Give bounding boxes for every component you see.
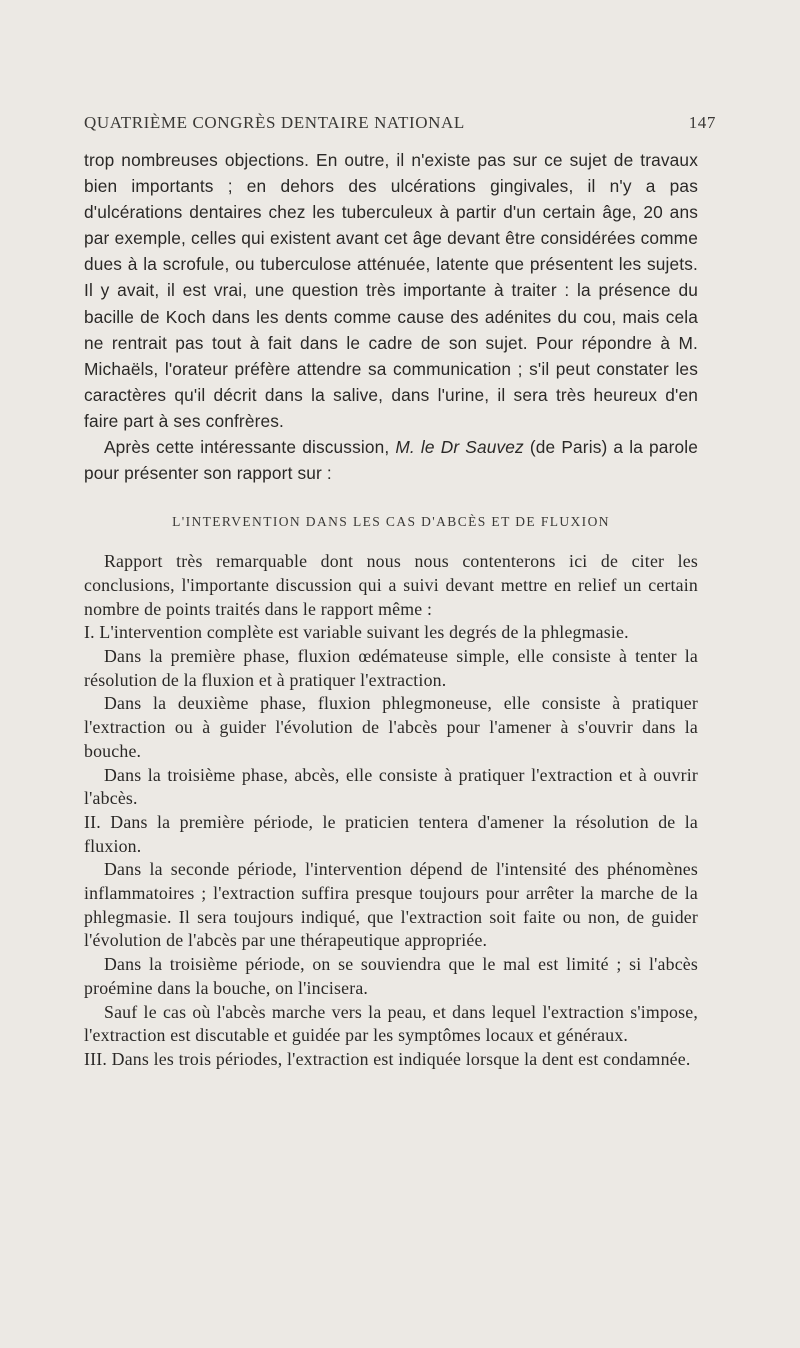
paragraph: trop nombreuses objections. En outre, il n'existe pas sur ce sujet de travaux bien importants ; en dehors des ulcérations gingivales, il n'y a pas d'ulcérations dentaires chez les tuberculeux à partir d'un certain âge, 20 ans par exemple, celles qui existent avant cet âge devant être considérées comme dues à la scrofule, ou tuberculose atténuée, latente que présentent les sujets. Il y avait, il est vrai, une question très importante à traiter : la présence du bacille de Koch dans les dents comme cause des adénites du cou, mais cela ne rentrait pas tout à fait dans le cadre de son sujet. Pour répondre à M. Michaëls, l'orateur préfère attendre sa communication ; s'il peut constater les caractères qu'il décrit dans la salive, dans l'urine, il sera très heureux d'en faire part à ses confrères. [84,150,698,431]
paragraph: II. Dans la première période, le praticien tentera d'amener la résolution de la fluxion. [84,811,698,856]
intro-text-end: (de Paris) a la parole pour présenter son rapport sur : [84,437,698,484]
paragraph: Rapport très remarquable dont nous nous contenterons ici de citer les conclusions, l'importante discussion qui a suivi devant mettre en relief un certain nombre de points traités dans le rapport même : [84,551,698,619]
intro-text: Après cette intéressante discussion, [104,437,396,458]
paragraph: Dans la première phase, fluxion œdémateuse simple, elle consiste à tenter la résolution de la fluxion et à pratiquer l'extraction. [84,646,698,690]
paragraph: III. Dans les trois périodes, l'extraction est indiquée lorsque la dent est condamnée. [84,1048,691,1069]
speaker-name: M. le Dr Sauvez [395,437,524,458]
report-section [84,550,698,1071]
paragraph: Dans la troisième phase, abcès, elle consiste à pratiquer l'extraction et à ouvrir l'abcès. [84,764,698,809]
paragraph: Sauf le cas où l'abcès marche vers la peau, et dans lequel l'extraction s'impose, l'extraction est discutable et guidée par les symptômes locaux et généraux. [84,1001,698,1046]
intro-paragraph [84,434,698,486]
paragraph: Dans la deuxième phase, fluxion phlegmoneuse, elle consiste à pratiquer l'extraction ou à guider l'évolution de l'abcès pour l'amener à s'ouvrir dans la bouche. [84,693,698,761]
paragraph: Dans la troisième période, on se souviendra que le mal est limité ; si l'abcès proémine dans la bouche, on l'incisera. [84,954,698,998]
running-title: QUATRIÈME CONGRÈS DENTAIRE NATIONAL [84,113,465,132]
paragraph: Dans la seconde période, l'intervention dépend de l'intensité des phénomènes inflammatoires ; l'extraction suffira presque toujours pour arrêter la marche de la phlegmasie. Il sera toujours indiqué, que l'extraction soit faite ou non, de guider l'évolution de l'abcès par une thérapeutique appropriée. [84,859,698,951]
discussion-section [84,147,698,486]
body-text [84,147,698,1072]
page-number: 147 [688,113,716,132]
running-header [84,113,716,133]
section-heading: L'INTERVENTION DANS LES CAS D'ABCÈS ET DE FLUXION [172,514,610,530]
paragraph: I. L'intervention complète est variable suivant les degrés de la phlegmasie. [84,622,629,643]
